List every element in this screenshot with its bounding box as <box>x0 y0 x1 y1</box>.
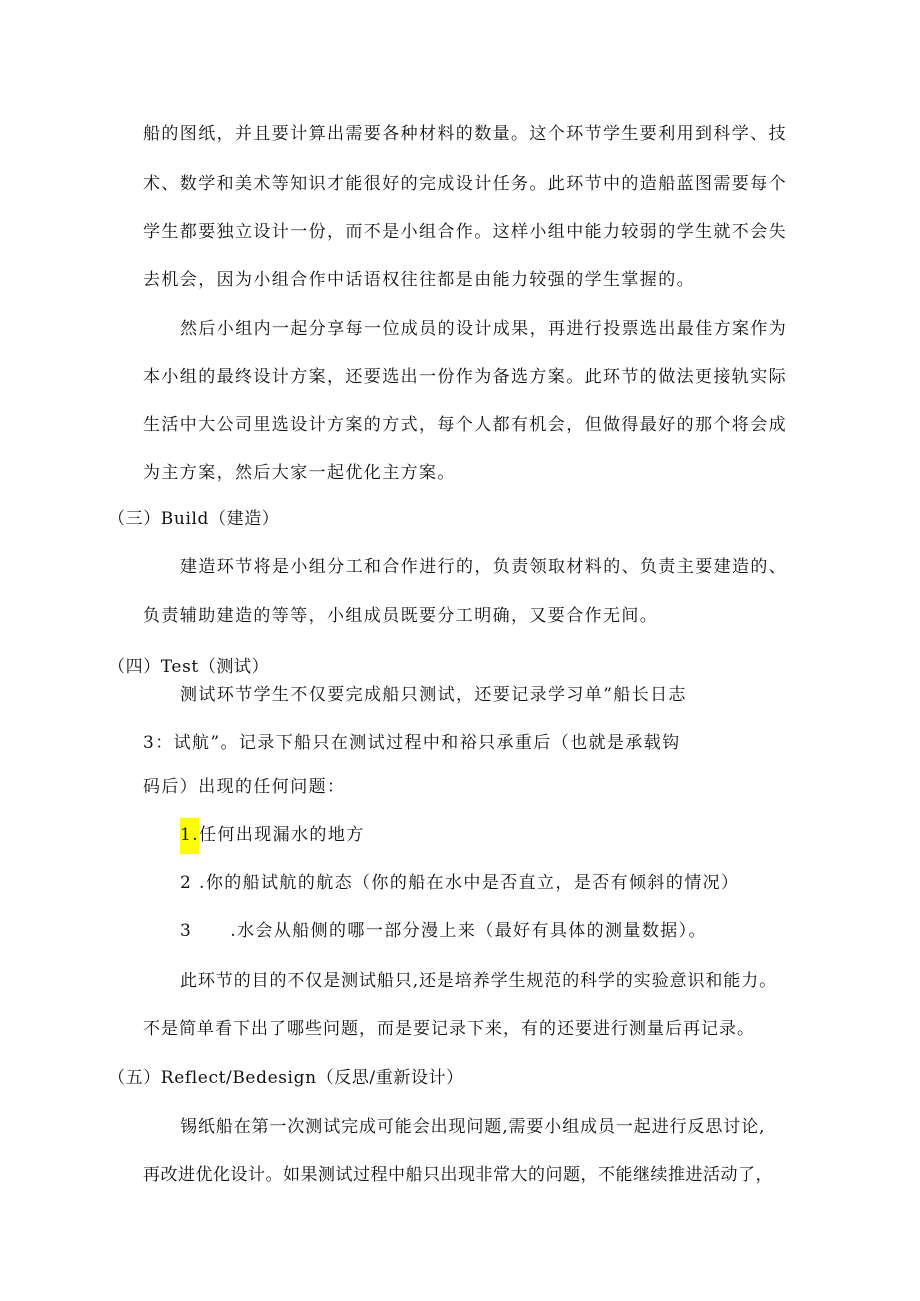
paragraph-line: 再改进优化设计。如果测试过程中船只出现非常大的问题，不能继续推进活动了， <box>143 1165 773 1185</box>
highlighted-list-number: 1. <box>180 818 199 854</box>
paragraph-line: 船的图纸，并且要计算出需要各种材料的数量。这个环节学生要利用到科学、技 <box>143 124 787 144</box>
section-heading-test: （四）Test（测试） <box>108 657 270 677</box>
paragraph-line: 为主方案，然后大家一起优化主方案。 <box>143 463 456 483</box>
paragraph-line: 建造环节将是小组分工和合作进行的，负责领取材料的、负责主要建造的、 <box>180 557 788 577</box>
paragraph-line: 生活中大公司里选设计方案的方式，每个人都有机会，但做得最好的那个将会成 <box>143 415 787 435</box>
paragraph-line: 去机会，因为小组合作中话语权往往都是由能力较强的学生掌握的。 <box>143 270 695 290</box>
list-item-text: .水会从船侧的哪一部分漫上来（最好有具体的测量数据）。 <box>230 921 707 941</box>
paragraph-line: 不是简单看下出了哪些问题，而是要记录下来，有的还要进行测量后再记录。 <box>143 1019 755 1039</box>
paragraph-line: 学生都要独立设计一份，而不是小组合作。这样小组中能力较弱的学生就不会失 <box>143 222 787 242</box>
paragraph-line: 3：试航”。记录下船只在测试过程中和裕只承重后（也就是承载钩 <box>143 733 681 753</box>
section-heading-build: （三）Build（建造） <box>108 509 280 529</box>
paragraph-line: 本小组的最终设计方案，还要选出一份作为备选方案。此环节的做法更接轨实际 <box>143 367 787 387</box>
paragraph-line: 锡纸船在第一次测试完成可能会出现问题,需要小组成员一起进行反思讨论, <box>180 1117 766 1137</box>
list-item <box>180 920 707 942</box>
section-heading-reflect: （五）Reflect/Bedesign（反思/重新设计） <box>108 1068 464 1088</box>
paragraph-line: 负责辅助建造的等等，小组成员既要分工明确，又要合作无间。 <box>143 606 659 626</box>
list-item-number: 3 <box>180 921 193 941</box>
paragraph-line: 然后小组内一起分享每一位成员的设计成果，再进行投票选出最佳方案作为 <box>180 319 788 339</box>
list-item: 2 .你的船试航的航态（你的船在水中是否直立，是否有倾斜的情况） <box>180 873 740 893</box>
list-item-text: 任何出现漏水的地方 <box>199 825 365 845</box>
paragraph-line: 测试环节学生不仅要完成船只测试，还要记录学习单”船长日志 <box>180 685 687 705</box>
paragraph-line: 术、数学和美术等知识才能很好的完成设计任务。此环节中的造船蓝图需要每个 <box>143 174 787 194</box>
paragraph-line: 码后）出现的任何问题： <box>143 777 346 797</box>
paragraph-line: 此环节的目的不仅是测试船只,还是培养学生规范的科学的实验意识和能力。 <box>180 971 778 991</box>
list-item <box>180 824 365 854</box>
